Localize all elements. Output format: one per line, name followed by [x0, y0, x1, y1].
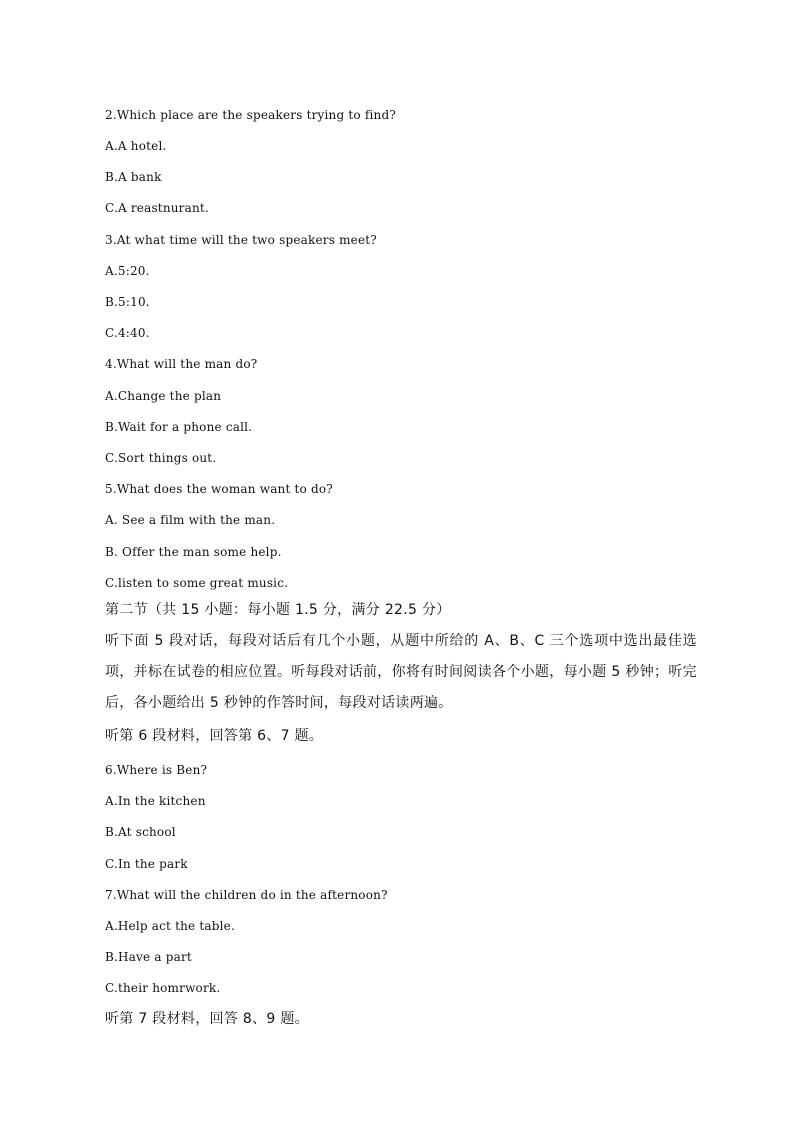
question-7: 7.What will the children do in the afternoon? — [105, 888, 388, 902]
option-3a: A.5:20. — [105, 264, 150, 278]
option-3b: B.5:10. — [105, 295, 150, 309]
question-6: 6.Where is Ben? — [105, 763, 208, 777]
option-7b: B.Have a part — [105, 950, 192, 964]
option-4b: B.Wait for a phone call. — [105, 420, 253, 434]
option-3c: C.4:40. — [105, 326, 150, 340]
option-6c: C.In the park — [105, 857, 188, 871]
option-7a: A.Help act the table. — [105, 919, 235, 933]
option-2b: B.A bank — [105, 170, 162, 184]
option-5b: B. Offer the man some help. — [105, 545, 282, 559]
option-7c: C.their homrwork. — [105, 981, 221, 995]
option-4a: A.Change the plan — [105, 389, 222, 403]
section-2-heading: 第二节（共 15 小题：每小题 1.5 分，满分 22.5 分） — [105, 602, 451, 618]
question-4: 4.What will the man do? — [105, 357, 258, 371]
question-3: 3.At what time will the two speakers meet? — [105, 233, 377, 247]
question-2: 2.Which place are the speakers trying to find? — [105, 108, 396, 122]
option-6a: A.In the kitchen — [105, 794, 206, 808]
option-2a: A.A hotel. — [105, 139, 167, 153]
option-5a: A. See a film with the man. — [105, 513, 276, 527]
section-2-instructions: 听下面 5 段对话，每段对话后有几个小题，从题中所给的 A、B、C 三个选项中选出最佳选项，并标在试卷的相应位置。听每段对话前，你将有时间阅读各个小题，每小题 5 秒钟；听完后，各小题给出 5 秒钟的作答时间，每段对话读两遍。 — [105, 633, 697, 711]
question-5: 5.What does the woman want to do? — [105, 482, 333, 496]
option-2c: C.A reastnurant. — [105, 201, 209, 215]
material-7-heading: 听第 7 段材料，回答 8、9 题。 — [105, 1011, 309, 1027]
material-6-heading: 听第 6 段材料，回答第 6、7 题。 — [105, 728, 324, 744]
option-6b: B.At school — [105, 825, 176, 839]
option-4c: C.Sort things out. — [105, 451, 217, 465]
option-5c: C.listen to some great music. — [105, 576, 289, 590]
